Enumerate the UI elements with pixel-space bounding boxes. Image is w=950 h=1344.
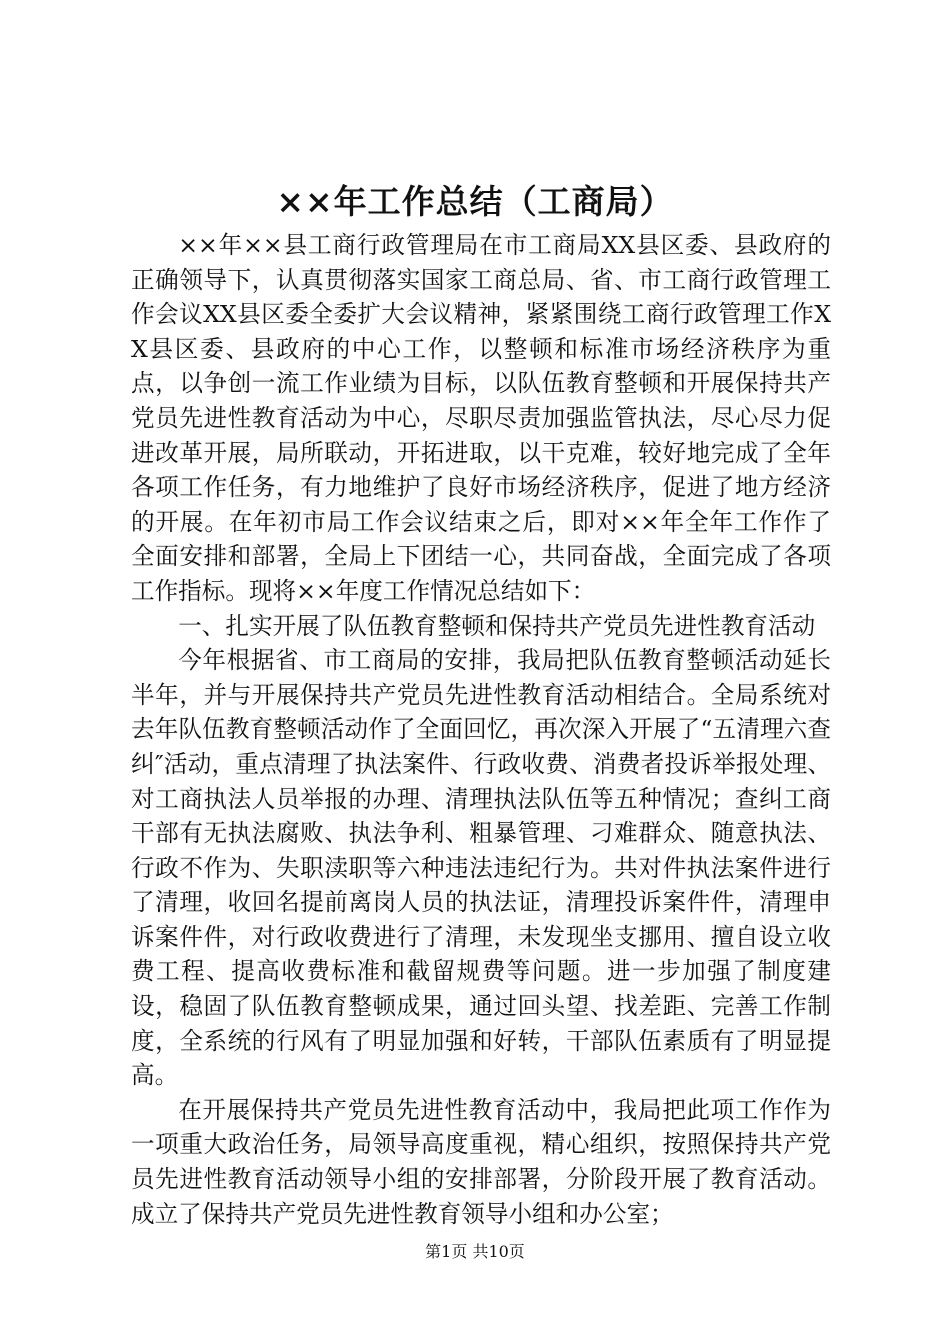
document-title: ××年工作总结（工商局） <box>276 182 674 221</box>
body-paragraph: 在开展保持共产党员先进性教育活动中，我局把此项工作作为一项重大政治任务，局领导高度重视，精心组织，按照保持共产党员先进性教育活动领导小组的安排部署，分阶段开展了教育活动。成立了保持共产党员先进性教育领导小组和办公室； <box>131 1095 831 1228</box>
document-body <box>131 228 831 1231</box>
intro-paragraph: ××年××县工商行政管理局在市工商局XX县区委、县政府的正确领导下，认真贯彻落实国家工商总局、省、市工商行政管理工作会议XX县区委全委扩大会议精神，紧紧围绕工商行政管理工作XX县区委、县政府的中心工作，以整顿和标准市场经济秩序为重点，以争创一流工作业绩为目标，以队伍教育整顿和开展保持共产党员先进性教育活动为中心，尽职尽责加强监管执法，尽心尽力促进改革开展，局所联动，开拓进取，以干克难，较好地完成了全年各项工作任务，有力地维护了良好市场经济秩序，促进了地方经济的开展。在年初市局工作会议结束之后，即对××年全年工作作了全面安排和部署，全局上下团结一心，共同奋战，全面完成了各项工作指标。现将××年度工作情况总结如下： <box>131 231 831 605</box>
body-paragraph: 今年根据省、市工商局的安排，我局把队伍教育整顿活动延长半年，并与开展保持共产党员先进性教育活动相结合。全局系统对去年队伍教育整顿活动作了全面回忆，再次深入开展了“五清理六查纠″活动，重点清理了执法案件、行政收费、消费者投诉举报处理、对工商执法人员举报的办理、清理执法队伍等五种情况；查纠工商干部有无执法腐败、执法争利、粗暴管理、刁难群众、随意执法、行政不作为、失职渎职等六种违法违纪行为。共对件执法案件进行了清理，收回名提前离岗人员的执法证，清理投诉案件件，清理申诉案件件，对行政收费进行了清理，未发现坐支挪用、擅自设立收费工程、提高收费标准和截留规费等问题。进一步加强了制度建设，稳固了队伍教育整顿成果，通过回头望、找差距、完善工作制度，全系统的行风有了明显加强和好转，干部队伍素质有了明显提高。 <box>131 646 831 1090</box>
page-number-footer: 第1页 共10页 <box>425 1242 525 1261</box>
section-heading-1: 一、扎实开展了队伍教育整顿和保持共产党员先进性教育活动 <box>178 611 816 640</box>
